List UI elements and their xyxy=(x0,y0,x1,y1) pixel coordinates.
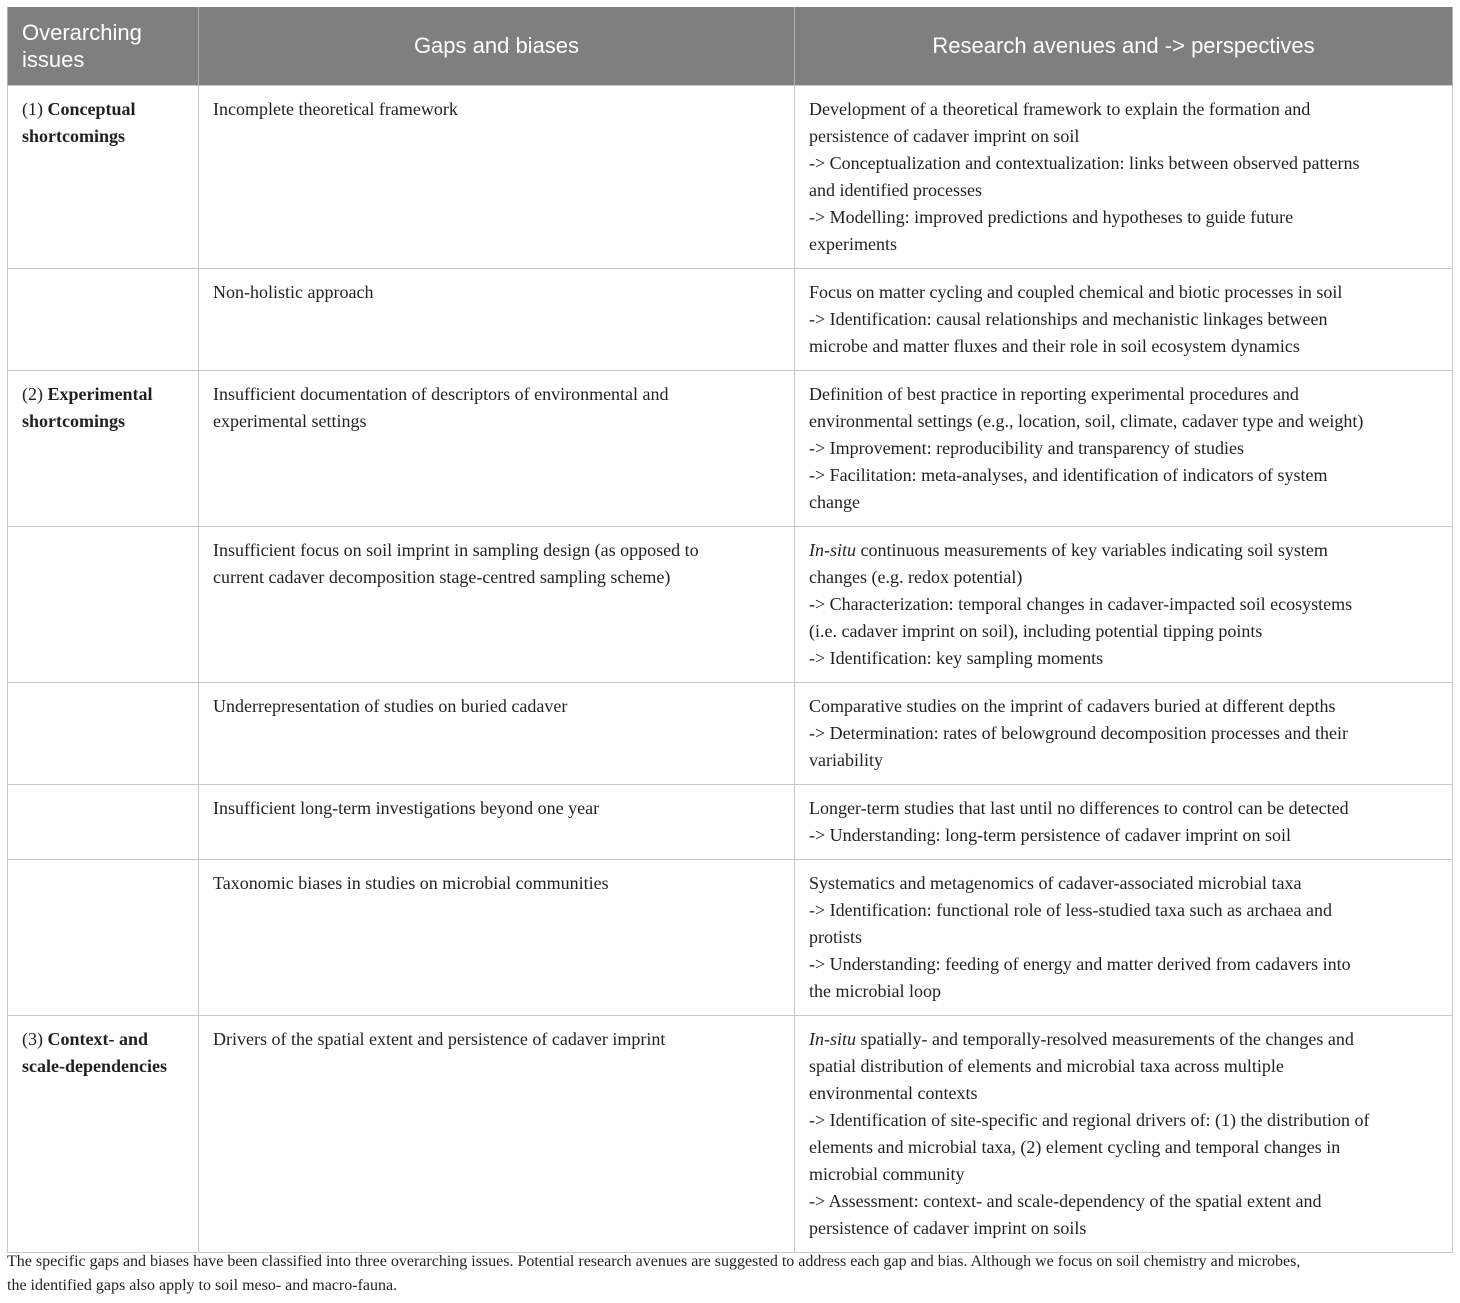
avenue-line: change xyxy=(809,491,860,512)
gap-text: experimental settings xyxy=(213,410,367,431)
gap-text: current cadaver decomposition stage-centred sampling scheme) xyxy=(213,566,671,587)
issue-number: (2) xyxy=(22,383,43,404)
avenue-line: -> Understanding: feeding of energy and matter derived from cadavers into xyxy=(809,953,1351,974)
avenue-line: Longer-term studies that last until no differences to control can be detected xyxy=(809,797,1349,818)
research-gaps-table xyxy=(7,7,1453,1253)
table-header-row xyxy=(8,7,1453,85)
table-row xyxy=(8,85,1453,268)
issue-title: Context- and xyxy=(47,1028,149,1049)
gap-text: Insufficient documentation of descriptors of environmental and xyxy=(213,383,669,404)
avenue-line-rest: continuous measurements of key variables indicating soil system xyxy=(856,539,1328,560)
issue-cell xyxy=(8,859,199,1015)
issue-title-line2: shortcomings xyxy=(22,410,125,431)
avenue-cell xyxy=(795,859,1453,1015)
avenue-line: and identified processes xyxy=(809,179,982,200)
issue-title-line2: shortcomings xyxy=(22,125,125,146)
issue-number: (1) xyxy=(22,98,43,119)
avenue-cell xyxy=(795,1015,1453,1252)
gap-text: Non-holistic approach xyxy=(213,281,374,302)
avenue-line: protists xyxy=(809,926,863,947)
footnote-line: the identified gaps also apply to soil meso- and macro-fauna. xyxy=(7,1277,398,1294)
gap-text: Drivers of the spatial extent and persistence of cadaver imprint xyxy=(213,1028,666,1049)
gap-cell xyxy=(199,370,795,526)
gap-cell xyxy=(199,682,795,784)
gap-cell xyxy=(199,526,795,682)
gap-cell xyxy=(199,859,795,1015)
avenue-line: environmental settings (e.g., location, soil, climate, cadaver type and weight) xyxy=(809,410,1364,431)
issue-number: (3) xyxy=(22,1028,43,1049)
avenue-line: experiments xyxy=(809,233,897,254)
avenue-line: changes (e.g. redox potential) xyxy=(809,566,1023,587)
gap-text: Insufficient long-term investigations beyond one year xyxy=(213,797,600,818)
avenue-cell xyxy=(795,85,1453,268)
issue-cell xyxy=(8,682,199,784)
gap-cell xyxy=(199,784,795,859)
avenue-line: variability xyxy=(809,749,883,770)
gap-text: Insufficient focus on soil imprint in sampling design (as opposed to xyxy=(213,539,699,560)
avenue-line: Definition of best practice in reporting experimental procedures and xyxy=(809,383,1299,404)
issue-title: Experimental xyxy=(47,383,153,404)
avenue-cell xyxy=(795,370,1453,526)
avenue-line: -> Identification: key sampling moments xyxy=(809,647,1104,668)
footnote-line: The specific gaps and biases have been classified into three overarching issues. Potential research avenues are suggested to address each gap and bias. Although we focus on soil chemistry and microbes, xyxy=(7,1253,1301,1270)
gap-cell xyxy=(199,1015,795,1252)
avenue-line: spatial distribution of elements and microbial taxa across multiple xyxy=(809,1055,1284,1076)
issue-cell xyxy=(8,268,199,370)
issue-cell xyxy=(8,1015,199,1252)
avenue-line: the microbial loop xyxy=(809,980,941,1001)
gap-cell xyxy=(199,268,795,370)
avenue-line: -> Conceptualization and contextualization: links between observed patterns xyxy=(809,152,1360,173)
avenue-line: -> Modelling: improved predictions and hypotheses to guide future xyxy=(809,206,1294,227)
avenue-line: -> Identification: functional role of less-studied taxa such as archaea and xyxy=(809,899,1332,920)
avenue-line: -> Determination: rates of belowground decomposition processes and their xyxy=(809,722,1349,743)
avenue-line: persistence of cadaver imprint on soils xyxy=(809,1217,1087,1238)
table-row xyxy=(8,784,1453,859)
header-research-avenues: Research avenues and -> perspectives xyxy=(795,7,1453,85)
header-overarching-issues xyxy=(8,7,199,85)
avenue-line: Systematics and metagenomics of cadaver-associated microbial taxa xyxy=(809,872,1302,893)
avenue-line: -> Assessment: context- and scale-dependency of the spatial extent and xyxy=(809,1190,1322,1211)
table-row xyxy=(8,1015,1453,1252)
avenue-line xyxy=(809,1026,1438,1053)
avenue-line: -> Improvement: reproducibility and transparency of studies xyxy=(809,437,1245,458)
table-footnote xyxy=(7,1250,1452,1298)
avenue-line: -> Understanding: long-term persistence of cadaver imprint on soil xyxy=(809,824,1292,845)
avenue-line: microbial community xyxy=(809,1163,965,1184)
gap-text: Taxonomic biases in studies on microbial communities xyxy=(213,872,609,893)
avenue-line: -> Facilitation: meta-analyses, and identification of indicators of system xyxy=(809,464,1328,485)
avenue-line: (i.e. cadaver imprint on soil), including potential tipping points xyxy=(809,620,1263,641)
avenue-line: -> Identification: causal relationships and mechanistic linkages between xyxy=(809,308,1328,329)
header-gaps-and-biases: Gaps and biases xyxy=(199,7,795,85)
avenue-line: Focus on matter cycling and coupled chemical and biotic processes in soil xyxy=(809,281,1343,302)
avenue-line: -> Identification of site-specific and regional drivers of: (1) the distribution of xyxy=(809,1109,1370,1130)
avenue-italic-term: In-situ xyxy=(809,1028,856,1049)
avenue-line xyxy=(809,537,1438,564)
avenue-italic-term: In-situ xyxy=(809,539,856,560)
table-container xyxy=(7,7,1452,1253)
issue-cell xyxy=(8,526,199,682)
gap-text: Underrepresentation of studies on buried cadaver xyxy=(213,695,568,716)
issue-cell xyxy=(8,784,199,859)
header-col1-line2: issues xyxy=(22,46,85,72)
avenue-line: Comparative studies on the imprint of cadavers buried at different depths xyxy=(809,695,1336,716)
avenue-cell xyxy=(795,268,1453,370)
issue-title: Conceptual xyxy=(47,98,136,119)
table-row xyxy=(8,268,1453,370)
gap-cell xyxy=(199,85,795,268)
table-row xyxy=(8,526,1453,682)
header-col1-line1: Overarching xyxy=(22,19,142,45)
avenue-cell xyxy=(795,784,1453,859)
avenue-line-rest: spatially- and temporally-resolved measurements of the changes and xyxy=(856,1028,1354,1049)
avenue-cell xyxy=(795,682,1453,784)
table-row xyxy=(8,682,1453,784)
issue-cell xyxy=(8,370,199,526)
issue-title-line2: scale-dependencies xyxy=(22,1055,167,1076)
gap-text: Incomplete theoretical framework xyxy=(213,98,458,119)
avenue-line: elements and microbial taxa, (2) element cycling and temporal changes in xyxy=(809,1136,1341,1157)
table-row xyxy=(8,370,1453,526)
avenue-line: -> Characterization: temporal changes in cadaver-impacted soil ecosystems xyxy=(809,593,1353,614)
issue-cell xyxy=(8,85,199,268)
avenue-line: persistence of cadaver imprint on soil xyxy=(809,125,1080,146)
avenue-line: Development of a theoretical framework to explain the formation and xyxy=(809,98,1311,119)
table-row xyxy=(8,859,1453,1015)
avenue-cell xyxy=(795,526,1453,682)
avenue-line: environmental contexts xyxy=(809,1082,978,1103)
avenue-line: microbe and matter fluxes and their role in soil ecosystem dynamics xyxy=(809,335,1300,356)
